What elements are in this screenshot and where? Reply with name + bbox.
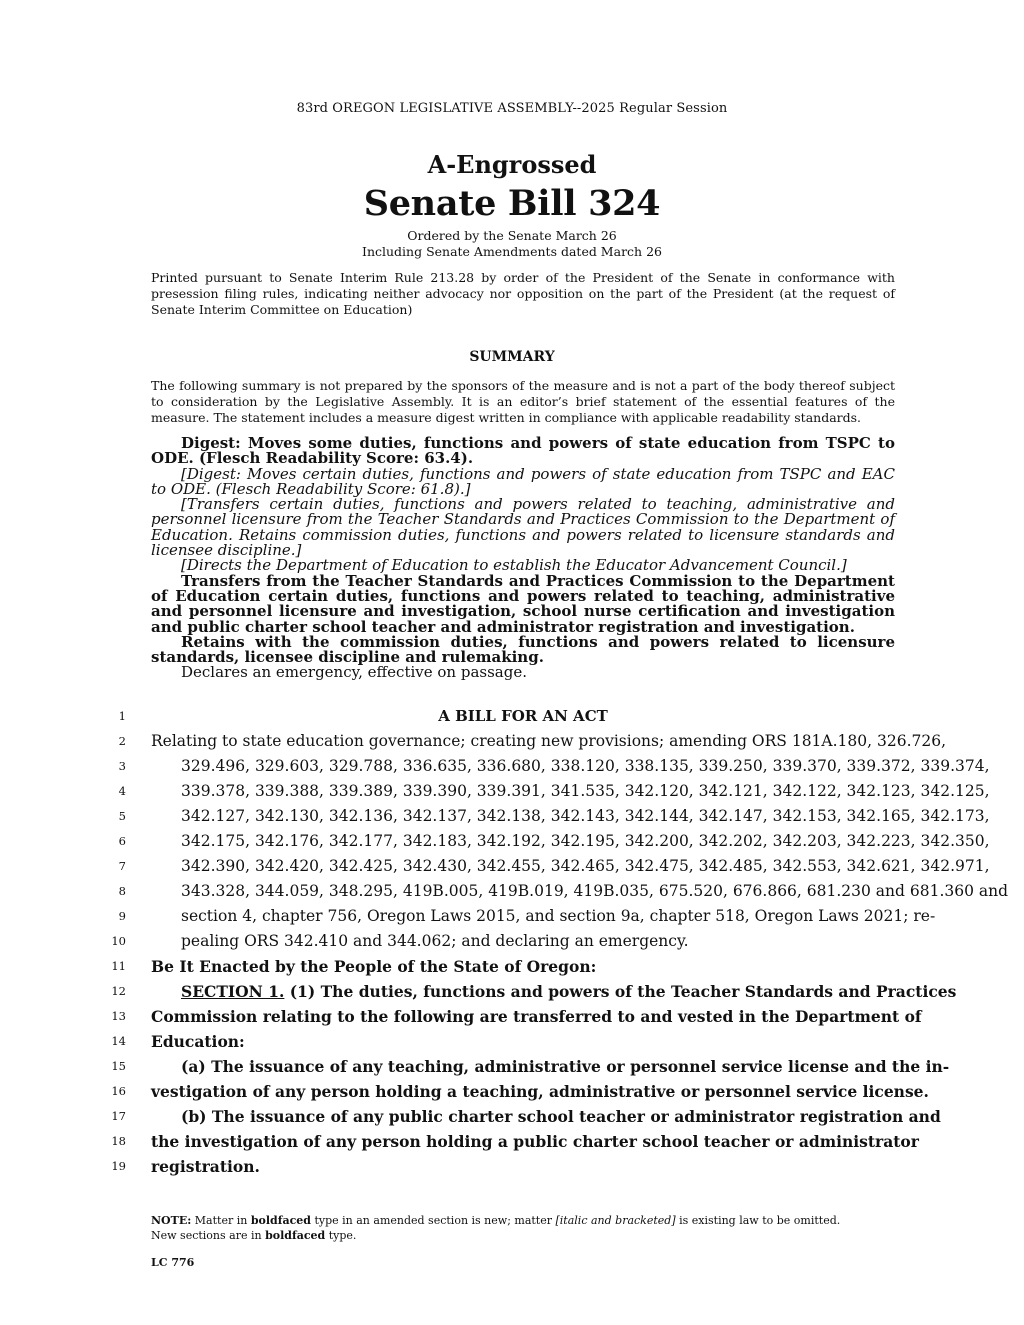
line-text: pealing ORS 342.410 and 344.062; and declaring an emergency.: [181, 932, 689, 950]
emergency-clause: Declares an emergency, effective on passage.: [181, 663, 527, 682]
bill-line: [0, 754, 1024, 779]
line-text: registration.: [151, 1157, 260, 1176]
session-header: 83rd OREGON LEGISLATIVE ASSEMBLY--2025 Regular Session: [296, 101, 728, 116]
summary-intro: The following summary is not prepared by the sponsors of the measure and is not a part of the body thereof subject to consideration by the Legislative Assembly. It is an editor’s brief statement of the essential features of the measure. The statement includes a measure digest written in compliance with applicable readability standards.: [151, 378, 895, 425]
bill-line: [0, 854, 1024, 879]
engrossed-label: A-Engrossed: [427, 150, 597, 179]
bill-line: [0, 1079, 1024, 1104]
line-number: 13: [111, 1009, 126, 1023]
bill-line: [0, 804, 1024, 829]
bill-line: [0, 954, 1024, 979]
note-line-1: [151, 1213, 895, 1228]
bill-title: Senate Bill 324: [363, 183, 661, 224]
bill-line: [0, 904, 1024, 929]
note-text: type in an amended section is new; matter: [314, 1214, 552, 1227]
section-text: (1) The duties, functions and powers of the Teacher Standards and Practices: [289, 982, 957, 1001]
digest-block: [151, 436, 895, 681]
bill-act-heading: A BILL FOR AN ACT: [438, 707, 608, 725]
note-italic: [italic and bracketed]: [555, 1214, 676, 1227]
note-bold: boldfaced: [250, 1214, 311, 1227]
including-line: Including Senate Amendments dated March 26: [362, 244, 662, 259]
ordered-block: [0, 228, 1024, 260]
directs-old: [Directs the Department of Education to establish the Educator Advancement Council.]: [181, 556, 847, 575]
line-text: [151, 979, 957, 1004]
summary-heading: SUMMARY: [469, 349, 555, 365]
line-number: 17: [111, 1109, 126, 1123]
line-text: (b) The issuance of any public charter school teacher or administrator registration and: [181, 1107, 941, 1126]
bill-line: [0, 704, 1024, 729]
line-number: 19: [111, 1159, 126, 1173]
line-number: 16: [111, 1084, 126, 1098]
line-text: Commission relating to the following are transferred to and vested in the Department of: [151, 1007, 922, 1026]
bill-line: [0, 979, 1024, 1004]
note-line-2: [151, 1228, 895, 1243]
digest-old: [Digest: Moves certain duties, functions and powers of state education from TSPC and EAC to ODE. (Flesch Readability Score: 61.8).]: [151, 464, 895, 498]
line-text: 339.378, 339.388, 339.389, 339.390, 339.391, 341.535, 342.120, 342.121, 342.122, 342.123, 342.125,: [181, 782, 990, 800]
note-text: Matter in: [194, 1214, 248, 1227]
bill-line: [0, 929, 1024, 954]
line-number: 2: [118, 734, 126, 748]
section-label: SECTION 1.: [181, 982, 285, 1001]
line-text: section 4, chapter 756, Oregon Laws 2015, and section 9a, chapter 518, Oregon Laws 2021; re-: [181, 907, 936, 925]
bill-line: [0, 779, 1024, 804]
note-text: type.: [328, 1229, 357, 1242]
bill-line: [0, 1129, 1024, 1154]
line-number: 15: [111, 1059, 126, 1073]
bill-line: [0, 1004, 1024, 1029]
footer-note: [151, 1213, 895, 1243]
transfers-new: Transfers from the Teacher Standards and Practices Commission to the Department of Education certain duties, functions and powers related to teaching, administrative and personnel licensure and investigation, school nurse certification and investigation and public charter school teacher and administrator registration and investigation.: [151, 571, 895, 636]
enacting-clause: Be It Enacted by the People of the State of Oregon:: [151, 957, 597, 976]
line-text: (a) The issuance of any teaching, administrative or personnel service license and the in-: [181, 1057, 950, 1076]
bill-line: [0, 1029, 1024, 1054]
line-number: 10: [111, 934, 126, 948]
bill-line: [0, 879, 1024, 904]
bill-line: [0, 829, 1024, 854]
line-text: vestigation of any person holding a teaching, administrative or personnel service license.: [151, 1082, 929, 1101]
line-text: Relating to state education governance; creating new provisions; amending ORS 181A.180, 326.726,: [151, 732, 947, 750]
line-number: 4: [118, 784, 126, 798]
line-text: Education:: [151, 1032, 245, 1051]
line-number: 9: [118, 909, 126, 923]
lc-number: LC 776: [151, 1256, 195, 1269]
line-number: 1: [118, 709, 126, 723]
line-text: 342.175, 342.176, 342.177, 342.183, 342.192, 342.195, 342.200, 342.202, 342.203, 342.223, 342.350,: [181, 832, 990, 850]
note-bold: boldfaced: [265, 1229, 326, 1242]
bill-line: [0, 729, 1024, 754]
bill-line: [0, 1104, 1024, 1129]
line-number: 8: [118, 884, 126, 898]
line-text: 343.328, 344.059, 348.295, 419B.005, 419B.019, 419B.035, 675.520, 676.866, 681.230 and 681.360 and: [181, 882, 1009, 900]
bill-line: [0, 1154, 1024, 1179]
line-number: 12: [111, 984, 126, 998]
printed-pursuant: Printed pursuant to Senate Interim Rule 213.28 by order of the President of the Senate in conformance with presession filing rules, indicating neither advocacy nor opposition on the part of the President (at the request of Senate Interim Committee on Education): [151, 270, 895, 317]
line-number: 18: [111, 1134, 126, 1148]
note-text: is existing law to be omitted.: [679, 1214, 841, 1227]
line-number: 5: [118, 809, 126, 823]
line-number: 14: [111, 1034, 126, 1048]
line-text: 329.496, 329.603, 329.788, 336.635, 336.680, 338.120, 338.135, 339.250, 339.370, 339.372, 339.374,: [181, 757, 990, 775]
line-number: 7: [118, 859, 126, 873]
note-label: NOTE:: [151, 1214, 192, 1227]
line-number: 6: [118, 834, 126, 848]
line-text: the investigation of any person holding a public charter school teacher or administrator: [151, 1132, 919, 1151]
note-text: New sections are in: [151, 1229, 262, 1242]
line-number: 3: [118, 759, 126, 773]
digest-new: Digest: Moves some duties, functions and powers of state education from TSPC to ODE. (Flesch Readability Score: 63.4).: [151, 434, 895, 468]
transfers-old: [Transfers certain duties, functions and powers related to teaching, administrative and personnel licensure from the Teacher Standards and Practices Commission to the Department of Education. Retains commission duties, functions and powers related to licensure standards and licensee discipline.]: [151, 495, 895, 560]
line-text: 342.390, 342.420, 342.425, 342.430, 342.455, 342.465, 342.475, 342.485, 342.553, 342.621, 342.971,: [181, 857, 990, 875]
line-number: 11: [111, 959, 126, 973]
retains-new: Retains with the commission duties, functions and powers related to licensure standards, licensee discipline and rulemaking.: [151, 632, 895, 667]
line-text: 342.127, 342.130, 342.136, 342.137, 342.138, 342.143, 342.144, 342.147, 342.153, 342.165, 342.173,: [181, 807, 990, 825]
ordered-line: Ordered by the Senate March 26: [407, 228, 617, 243]
bill-line: [0, 1054, 1024, 1079]
